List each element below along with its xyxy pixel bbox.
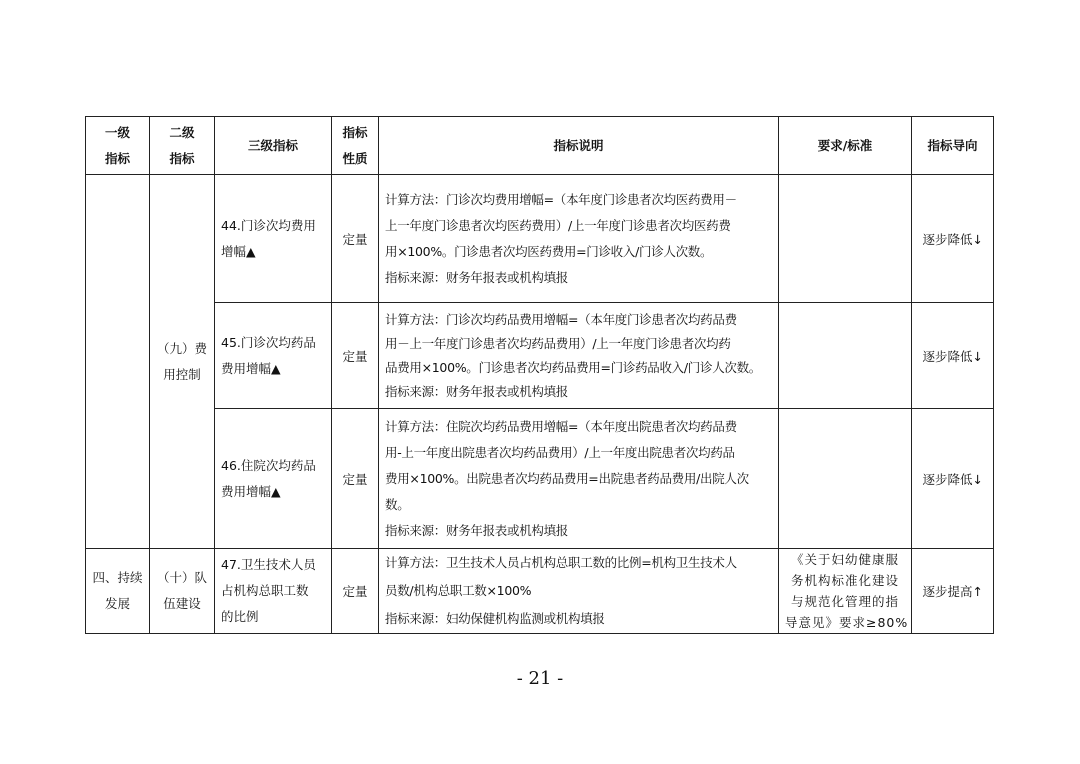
- text-line: 指标: [169, 150, 195, 166]
- text-line: 占机构总职工数: [221, 583, 309, 598]
- text-line: 务机构标准化建设: [790, 573, 899, 588]
- text-line: 导意见》要求≥80%: [785, 615, 909, 630]
- text-line: 计算方法：门诊次均药品费用增幅=（本年度门诊患者次均药品费: [385, 311, 737, 327]
- direction-cell: 逐步提高↑: [912, 549, 994, 634]
- level1-cell: [86, 549, 150, 634]
- header-level1: [86, 117, 150, 175]
- header-level3: [215, 117, 332, 175]
- text-line: 指标: [342, 124, 368, 140]
- header-level2: [150, 117, 215, 175]
- header-requirement: [779, 117, 912, 175]
- table-row: [86, 303, 994, 409]
- text-line: 性质: [342, 150, 368, 166]
- direction-cell: 逐步降低↓: [912, 303, 994, 409]
- table-row: [86, 175, 994, 303]
- text-line: 数。: [385, 496, 410, 512]
- text-line: 用控制: [163, 366, 201, 382]
- text-line: 的比例: [221, 609, 259, 624]
- text-line: 费用增幅▲: [221, 360, 281, 376]
- text-line: （十）队: [156, 570, 207, 585]
- requirement-cell: [779, 175, 912, 303]
- text-line: 指标来源：财务年报表或机构填报: [385, 269, 569, 285]
- text-line: 一级: [104, 124, 130, 140]
- description-cell: [379, 303, 779, 409]
- description-cell: [379, 175, 779, 303]
- direction-cell: 逐步降低↓: [912, 409, 994, 549]
- text-line: 二级: [169, 124, 195, 140]
- page-number: - 21 -: [516, 668, 564, 689]
- text-line: 用×100%。门诊患者次均医药费用=门诊收入/门诊人次数。: [385, 243, 713, 259]
- text-line: 44.门诊次均费用: [221, 217, 316, 233]
- nature-cell: 定量: [332, 303, 379, 409]
- nature-cell: 定量: [332, 175, 379, 303]
- text-line: 用－上一年度门诊患者次均药品费用）/上一年度门诊患者次均药: [385, 335, 731, 351]
- text-line: 指标来源：妇幼保健机构监测或机构填报: [385, 611, 605, 626]
- header-description: [379, 117, 779, 175]
- description-cell: [379, 409, 779, 549]
- nature-cell: 定量: [332, 549, 379, 634]
- header-direction: [912, 117, 994, 175]
- text-line: 46.住院次均药品: [221, 457, 316, 473]
- text-line: 指标来源：财务年报表或机构填报: [385, 522, 569, 538]
- text-line: 45.门诊次均药品: [221, 334, 316, 350]
- text-line: 伍建设: [163, 596, 201, 611]
- text-line: 要求/标准: [817, 137, 873, 153]
- table-row: [86, 409, 994, 549]
- text-line: 上一年度门诊患者次均医药费用）/上一年度门诊患者次均医药费: [385, 217, 731, 233]
- text-line: 三级指标: [247, 137, 298, 153]
- text-line: 用-上一年度出院患者次均药品费用）/上一年度出院患者次均药品: [385, 444, 735, 460]
- text-line: 增幅▲: [221, 243, 256, 259]
- requirement-cell: [779, 409, 912, 549]
- text-line: 计算方法：住院次均药品费用增幅=（本年度出院患者次均药品费: [385, 418, 737, 434]
- header-row: [86, 117, 994, 175]
- requirement-cell: [779, 303, 912, 409]
- text-line: 指标来源：财务年报表或机构填报: [385, 383, 569, 399]
- text-line: 费用×100%。出院患者次均药品费用=出院患者药品费用/出院人次: [385, 470, 749, 486]
- text-line: 与规范化管理的指: [790, 594, 899, 609]
- text-line: 计算方法：卫生技术人员占机构总职工数的比例=机构卫生技术人: [385, 555, 737, 570]
- header-nature: [332, 117, 379, 175]
- direction-cell: 逐步降低↓: [912, 175, 994, 303]
- level3-cell: [215, 549, 332, 634]
- text-line: 四、持续: [92, 570, 143, 585]
- level2-cell: [150, 549, 215, 634]
- text-line: 计算方法：门诊次均费用增幅=（本年度门诊患者次均医药费用－: [385, 191, 737, 207]
- text-line: 《关于妇幼健康服: [790, 552, 899, 567]
- text-line: 费用增幅▲: [221, 483, 281, 499]
- indicator-table: [85, 116, 994, 634]
- level3-cell: [215, 409, 332, 549]
- text-line: 指标说明: [553, 137, 604, 153]
- nature-cell: 定量: [332, 409, 379, 549]
- text-line: 员数/机构总职工数×100%: [385, 583, 532, 598]
- level3-cell: [215, 303, 332, 409]
- text-line: 发展: [104, 596, 130, 611]
- text-line: 指标: [104, 150, 130, 166]
- level3-cell: [215, 175, 332, 303]
- requirement-cell: [779, 549, 912, 634]
- level2-cell: [150, 175, 215, 549]
- description-cell: [379, 549, 779, 634]
- text-line: 47.卫生技术人员: [221, 557, 316, 572]
- text-line: 品费用×100%。门诊患者次均药品费用=门诊药品收入/门诊人次数。: [385, 359, 761, 375]
- level1-cell: [86, 175, 150, 549]
- text-line: （九）费: [156, 340, 207, 356]
- table-row: [86, 549, 994, 634]
- text-line: 指标导向: [927, 137, 978, 153]
